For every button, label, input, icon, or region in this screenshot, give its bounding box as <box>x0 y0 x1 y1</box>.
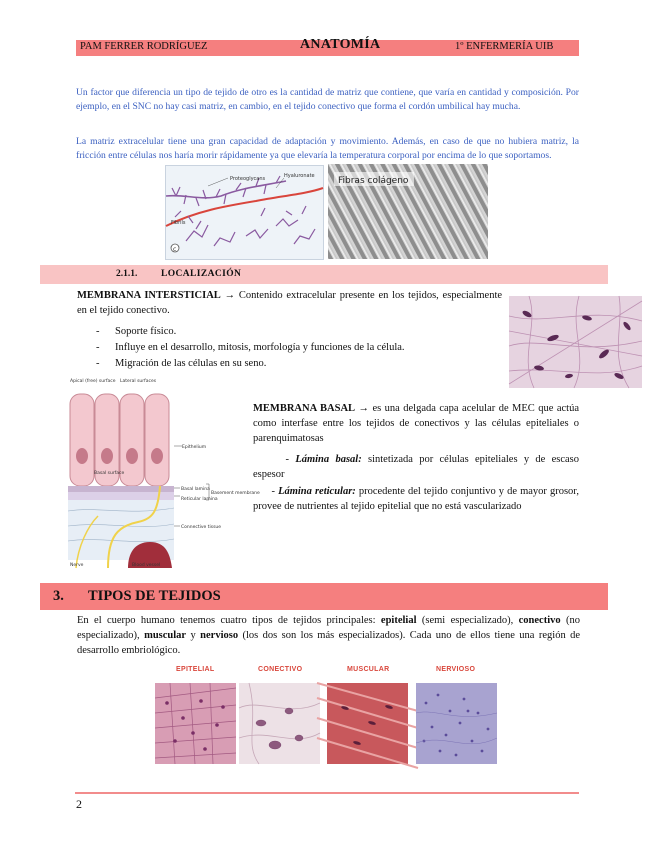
tissue-label-nervioso: NERVIOSO <box>436 666 476 673</box>
figure-letter: c <box>173 246 177 253</box>
membrana-intersticial-term: MEMBRANA INTERSTICIAL <box>77 290 221 301</box>
header-course: 1º ENFERMERÍA UIB <box>455 41 554 52</box>
page-number: 2 <box>76 797 82 811</box>
label-collagen-fibers: Fibras colágeno <box>338 176 409 186</box>
membrana-intersticial-text: Contenido extracelular presente en los tejidos, especialmente en el tejido conectivo. <box>77 290 503 316</box>
tissue-image-muscular <box>327 683 408 764</box>
label-connective: Connective tissue <box>181 525 222 530</box>
membrana-basal-term: MEMBRANA BASAL <box>253 403 356 414</box>
tipos-paragraph: En el cuerpo humano tenemos cuatro tipos de tejidos principales: epitelial (semi especializado), conectivo (no especializado), muscular y nervioso (los dos son los más especializados). Cada uno de ellos tiene una región de desarrollo embriológico. <box>77 615 581 656</box>
footer-line <box>75 792 579 794</box>
label-apical: Apical (free) surface <box>70 379 116 384</box>
lamina-reticular-item: - Lámina reticular: procedente del tejido conjuntivo y de mayor grosor, provee de nutrientes al tejido epitelial que no está vascularizado <box>253 486 580 512</box>
matrix-diagram-figure <box>165 165 324 260</box>
intro-paragraph-1: Un factor que diferencia un tipo de tejido de otro es la cantidad de matriz que contiene, que varía en cantidad y composición. Por ejemplo, en el SNC no hay casi matriz, en cambio, en el tejido conectivo que forma el cordón umbilical hay mucha. <box>76 87 579 112</box>
label-epithelium: Epithelium <box>182 445 207 450</box>
header-author: PAM FERRER RODRÍGUEZ <box>80 41 208 52</box>
section-3-title: TIPOS DE TEJIDOS <box>88 588 221 604</box>
label-hyaluronate: Hyaluronate <box>284 173 315 179</box>
label-basal-surface: Basal surface <box>94 471 125 476</box>
section-211-number: 2.1.1. <box>116 269 138 279</box>
membrana-intersticial-paragraph <box>77 288 502 318</box>
label-proteoglycans: Proteoglycans <box>230 176 266 182</box>
intro-paragraph-2: La matriz extracelular tiene una gran capacidad de adaptación y movimiento. Además, en caso de que no hubiera matriz, la fricción entre células nos haría morir rápidamente ya que elevaría la temperatura corporal por encima de lo que soportamos. <box>76 136 579 161</box>
tissue-label-muscular: MUSCULAR <box>347 666 390 673</box>
lamina-basal-text: sintetizada por células epiteliales y de escaso espesor <box>253 454 580 480</box>
lamina-reticular-text: procedente del tejido conjuntivo y de mayor grosor, provee de nutrientes al tejido epitelial que no está vascularizado <box>253 486 580 512</box>
section-211-title: LOCALIZACIÓN <box>161 269 242 279</box>
arrow: → <box>224 290 236 301</box>
connective-tissue-micrograph <box>509 296 642 388</box>
label-fibrils: Fibrils <box>171 220 186 226</box>
tissue-image-epitelial <box>155 683 236 764</box>
section-3-number: 3. <box>53 588 64 604</box>
collagen-fibers-micrograph <box>328 164 488 259</box>
tissue-image-nervioso <box>416 683 497 764</box>
label-basement-membrane: Basement membrane <box>211 491 260 496</box>
label-lateral: Lateral surfaces <box>120 379 157 384</box>
lamina-reticular-term: Lámina reticular: <box>278 486 356 497</box>
header-subject: ANATOMÍA <box>300 37 381 52</box>
tissue-image-conectivo <box>239 683 320 764</box>
label-reticular-lamina: Reticular lamina <box>181 497 218 502</box>
label-nerve: Nerve <box>70 563 84 568</box>
membrana-basal-paragraph <box>253 401 579 446</box>
tissue-label-conectivo: CONECTIVO <box>258 666 303 673</box>
label-basal-lamina: Basal lamina <box>181 487 210 492</box>
basement-membrane-diagram <box>68 376 260 568</box>
label-blood-vessel: Blood vessel <box>132 563 161 568</box>
membrana-basal-text: es una delgada capa acelular de MEC que actúa como interfase entre los tejidos de conectivos y las células epiteliales o parenquimatosas <box>253 403 580 444</box>
arrow: → <box>358 403 369 414</box>
lamina-basal-term: Lámina basal: <box>295 454 362 465</box>
tissue-label-epitelial: EPITELIAL <box>176 666 215 673</box>
lamina-basal-item: - Lámina basal: sintetizada por células epiteliales y de escaso espesor <box>253 454 580 480</box>
